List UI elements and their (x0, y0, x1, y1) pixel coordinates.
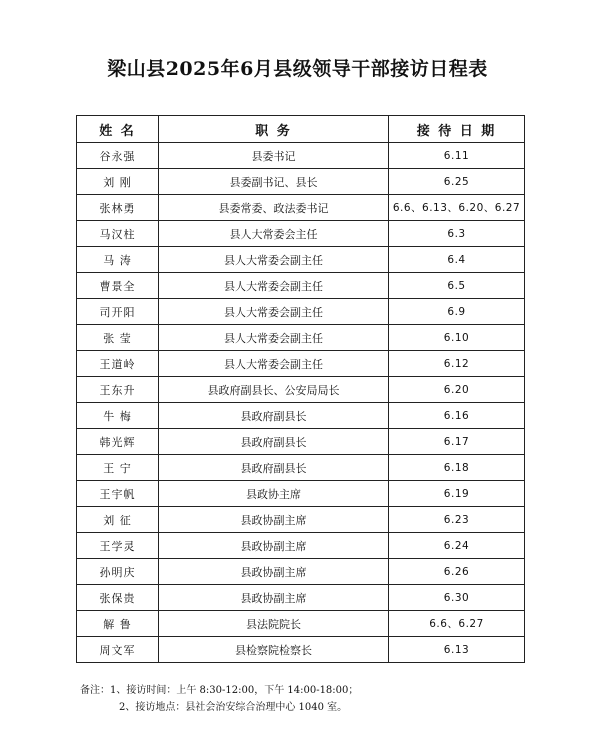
name-cell: 谷永强 (77, 143, 159, 169)
table-row (77, 429, 525, 455)
table-row (77, 299, 525, 325)
name-cell: 张林勇 (77, 195, 159, 221)
date-cell: 6.18 (389, 455, 525, 481)
date-cell: 6.12 (389, 351, 525, 377)
position-cell: 县政府副县长 (159, 429, 389, 455)
name-cell: 解 鲁 (77, 611, 159, 637)
name-cell: 韩光辉 (77, 429, 159, 455)
position-cell: 县政协主席 (159, 481, 389, 507)
table-row (77, 143, 525, 169)
date-cell: 6.6、6.13、6.20、6.27 (389, 195, 525, 221)
table-row (77, 507, 525, 533)
note-reception-location: 2、接访地点：县社会治安综合治理中心 1040 室。 (119, 702, 348, 713)
position-cell: 县法院院长 (159, 611, 389, 637)
date-cell: 6.19 (389, 481, 525, 507)
date-cell: 6.4 (389, 247, 525, 273)
table-row (77, 169, 525, 195)
date-cell: 6.3 (389, 221, 525, 247)
table-row (77, 195, 525, 221)
position-cell: 县政协副主席 (159, 533, 389, 559)
table-row (77, 533, 525, 559)
name-cell: 马汉柱 (77, 221, 159, 247)
name-cell: 王 宁 (77, 455, 159, 481)
table-row (77, 273, 525, 299)
table-row (77, 351, 525, 377)
name-cell: 张 莹 (77, 325, 159, 351)
date-cell: 6.9 (389, 299, 525, 325)
schedule-table (76, 115, 525, 663)
table-row (77, 325, 525, 351)
position-cell: 县人大常委会副主任 (159, 273, 389, 299)
name-cell: 刘 征 (77, 507, 159, 533)
date-cell: 6.20 (389, 377, 525, 403)
name-cell: 马 涛 (77, 247, 159, 273)
note-reception-time: 备注：1、接访时间：上午 8:30-12:00，下午 14:00-18:00； (80, 685, 359, 696)
table-row (77, 455, 525, 481)
table-header-row (77, 116, 525, 143)
position-cell: 县政协副主席 (159, 507, 389, 533)
table-row (77, 637, 525, 663)
date-cell: 6.24 (389, 533, 525, 559)
notes (80, 682, 358, 716)
name-cell: 张保贵 (77, 585, 159, 611)
page-title: 梁山县2025年6月县级领导干部接访日程表 (107, 58, 488, 80)
position-cell: 县委常委、政法委书记 (159, 195, 389, 221)
table-row (77, 377, 525, 403)
name-cell: 王道岭 (77, 351, 159, 377)
name-cell: 王东升 (77, 377, 159, 403)
position-cell: 县人大常委会主任 (159, 221, 389, 247)
position-cell: 县政协副主席 (159, 585, 389, 611)
name-cell: 王宇帆 (77, 481, 159, 507)
date-cell: 6.17 (389, 429, 525, 455)
position-cell: 县委书记 (159, 143, 389, 169)
position-cell: 县人大常委会副主任 (159, 351, 389, 377)
position-cell: 县政协副主席 (159, 559, 389, 585)
date-cell: 6.30 (389, 585, 525, 611)
header-date: 接 待 日 期 (389, 116, 525, 143)
table-row (77, 403, 525, 429)
position-cell: 县人大常委会副主任 (159, 247, 389, 273)
header-position: 职 务 (159, 116, 389, 143)
name-cell: 司开阳 (77, 299, 159, 325)
name-cell: 曹景全 (77, 273, 159, 299)
position-cell: 县委副书记、县长 (159, 169, 389, 195)
name-cell: 孙明庆 (77, 559, 159, 585)
date-cell: 6.26 (389, 559, 525, 585)
position-cell: 县政府副县长 (159, 455, 389, 481)
name-cell: 牛 梅 (77, 403, 159, 429)
header-name: 姓 名 (77, 116, 159, 143)
table-row (77, 221, 525, 247)
date-cell: 6.6、6.27 (389, 611, 525, 637)
name-cell: 周文军 (77, 637, 159, 663)
table-row (77, 585, 525, 611)
position-cell: 县人大常委会副主任 (159, 299, 389, 325)
table-row (77, 481, 525, 507)
position-cell: 县政府副县长 (159, 403, 389, 429)
position-cell: 县检察院检察长 (159, 637, 389, 663)
date-cell: 6.13 (389, 637, 525, 663)
date-cell: 6.25 (389, 169, 525, 195)
name-cell: 刘 刚 (77, 169, 159, 195)
table-row (77, 559, 525, 585)
date-cell: 6.11 (389, 143, 525, 169)
position-cell: 县人大常委会副主任 (159, 325, 389, 351)
position-cell: 县政府副县长、公安局局长 (159, 377, 389, 403)
name-cell: 王学灵 (77, 533, 159, 559)
date-cell: 6.10 (389, 325, 525, 351)
date-cell: 6.23 (389, 507, 525, 533)
table-row (77, 247, 525, 273)
date-cell: 6.16 (389, 403, 525, 429)
date-cell: 6.5 (389, 273, 525, 299)
table-row (77, 611, 525, 637)
